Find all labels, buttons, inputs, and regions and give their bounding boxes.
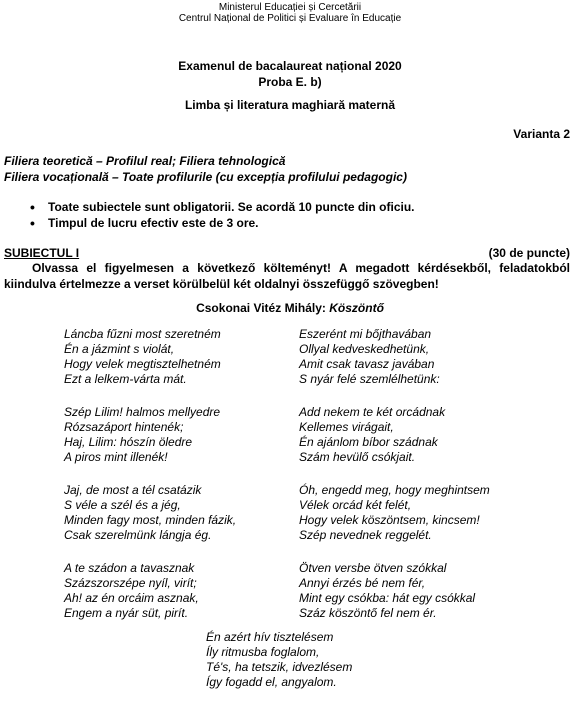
subject-header <box>4 246 570 261</box>
instruction-bullet: • Timpul de lucru efectiv este de 3 ore. <box>30 216 415 231</box>
subject-points: (30 de puncte) <box>488 246 570 260</box>
poem-line: Ezt a lelkem-várta mát. <box>64 372 187 386</box>
poem-line: Én azért hív tisztelésem <box>206 630 334 644</box>
poem-line: Szám hevülő csókjait. <box>299 450 416 464</box>
filiera-line-1: Filiera teoretică – Profilul real; Filiera tehnologică <box>4 154 286 168</box>
poem-line: Ah! az én orcáim asznak, <box>64 591 199 605</box>
exam-subject: Limba și literatura maghiară maternă <box>184 98 396 112</box>
poem-line: Százszorszépe nyíl, virít; <box>64 576 197 590</box>
poem-line: Amit csak tavasz javában <box>299 357 435 371</box>
poem-line: Rózsazáport hintenék; <box>64 420 184 434</box>
poem-line: Vélek orcád két felét, <box>299 498 412 512</box>
poem-title: Köszöntő <box>329 301 384 315</box>
poem-line: Kellemes virágait, <box>299 420 394 434</box>
poem-line: Haj, Lilim: hószín öledre <box>64 435 193 449</box>
poem-line: Hogy velek köszöntsem, kincsem! <box>299 513 480 527</box>
poem-stanza <box>64 483 236 543</box>
poem-line: Láncba fűzni most szeretném <box>64 327 221 341</box>
poem-stanza <box>64 405 236 465</box>
poem-line: Annyi érzés bé nem fér, <box>299 576 426 590</box>
instructions-list <box>30 200 415 232</box>
poem-stanza <box>299 483 490 543</box>
poem-heading <box>0 301 580 316</box>
poem-line: Eszerént mi bőjthavában <box>299 327 432 341</box>
exam-proba: Proba E. b) <box>258 75 322 89</box>
instruction-bullet: • Toate subiectele sunt obligatorii. Se acordă 10 puncte din oficiu. <box>30 200 415 215</box>
poem-line: Én a jázmint s violát, <box>64 342 175 356</box>
poem-right-column <box>299 327 490 639</box>
ministry-name: Ministerul Educației și Cercetării <box>218 2 362 13</box>
poem-line: Csak szerelmünk lángja ég. <box>64 528 212 542</box>
poem-line: Óh, engedd meg, hogy meghintsem <box>299 483 490 497</box>
poem-line: Száz köszöntő fel nem ér. <box>299 606 437 620</box>
poem-line: Add nekem te két orcádnak <box>299 405 446 419</box>
poem-line: Ollyal kedveskedhetünk, <box>299 342 430 356</box>
poem-stanza <box>64 327 236 387</box>
poem-line: Hogy velek megtisztelhetném <box>64 357 221 371</box>
poem-stanza <box>299 561 490 621</box>
poem-line: Té's, ha tetszik, idvezlésem <box>206 660 353 674</box>
poem-line: Ötven versbe ötven szókkal <box>299 561 447 575</box>
poem-line: Minden fagy most, minden fázik, <box>64 513 237 527</box>
filiera-line-2: Filiera vocațională – Toate profilurile (cu excepția profilului pedagogic) <box>4 170 407 184</box>
poem-line: Én ajánlom bíbor szádnak <box>299 435 438 449</box>
poem-line: S nyár felé szemlélhetünk: <box>299 372 440 386</box>
poem-line: A piros mint illenék! <box>64 450 168 464</box>
poem-left-column <box>64 327 236 639</box>
poem-stanza <box>64 561 236 621</box>
poem-stanza <box>206 630 352 690</box>
poem-final-stanza <box>206 630 352 708</box>
poem-line: Mint egy csókba: hát egy csókkal <box>299 591 476 605</box>
poem-stanza <box>299 327 490 387</box>
poem-line: S véle a szél és a jég, <box>64 498 181 512</box>
poem-line: Íly ritmusba foglalom, <box>206 645 320 659</box>
poem-line: Így fogadd el, angyalom. <box>206 675 337 689</box>
variant-label: Varianta 2 <box>513 127 570 141</box>
poem-line: Szép Lilim! halmos mellyedre <box>64 405 221 419</box>
subject-label: SUBIECTUL I <box>4 246 80 260</box>
poem-stanza <box>299 405 490 465</box>
poem-line: Szép nevednek reggelét. <box>299 528 432 542</box>
ministry-center-name: Centrul Național de Politici și Evaluare în Educație <box>178 13 402 24</box>
poem-line: A te szádon a tavasznak <box>64 561 195 575</box>
exam-title: Examenul de bacalaureat național 2020 <box>178 59 402 73</box>
poem-author: Csokonai Vitéz Mihály: <box>196 301 326 315</box>
poem-line: Engem a nyár süt, pirít. <box>64 606 189 620</box>
task-instruction: Olvassa el figyelmesen a következő költeményt! A megadott kérdésekből, feladatokból kiindulva értelmezze a verset körülbelül két oldalnyi összefüggő szövegben! <box>4 261 570 291</box>
poem-line: Jaj, de most a tél csatázik <box>64 483 202 497</box>
